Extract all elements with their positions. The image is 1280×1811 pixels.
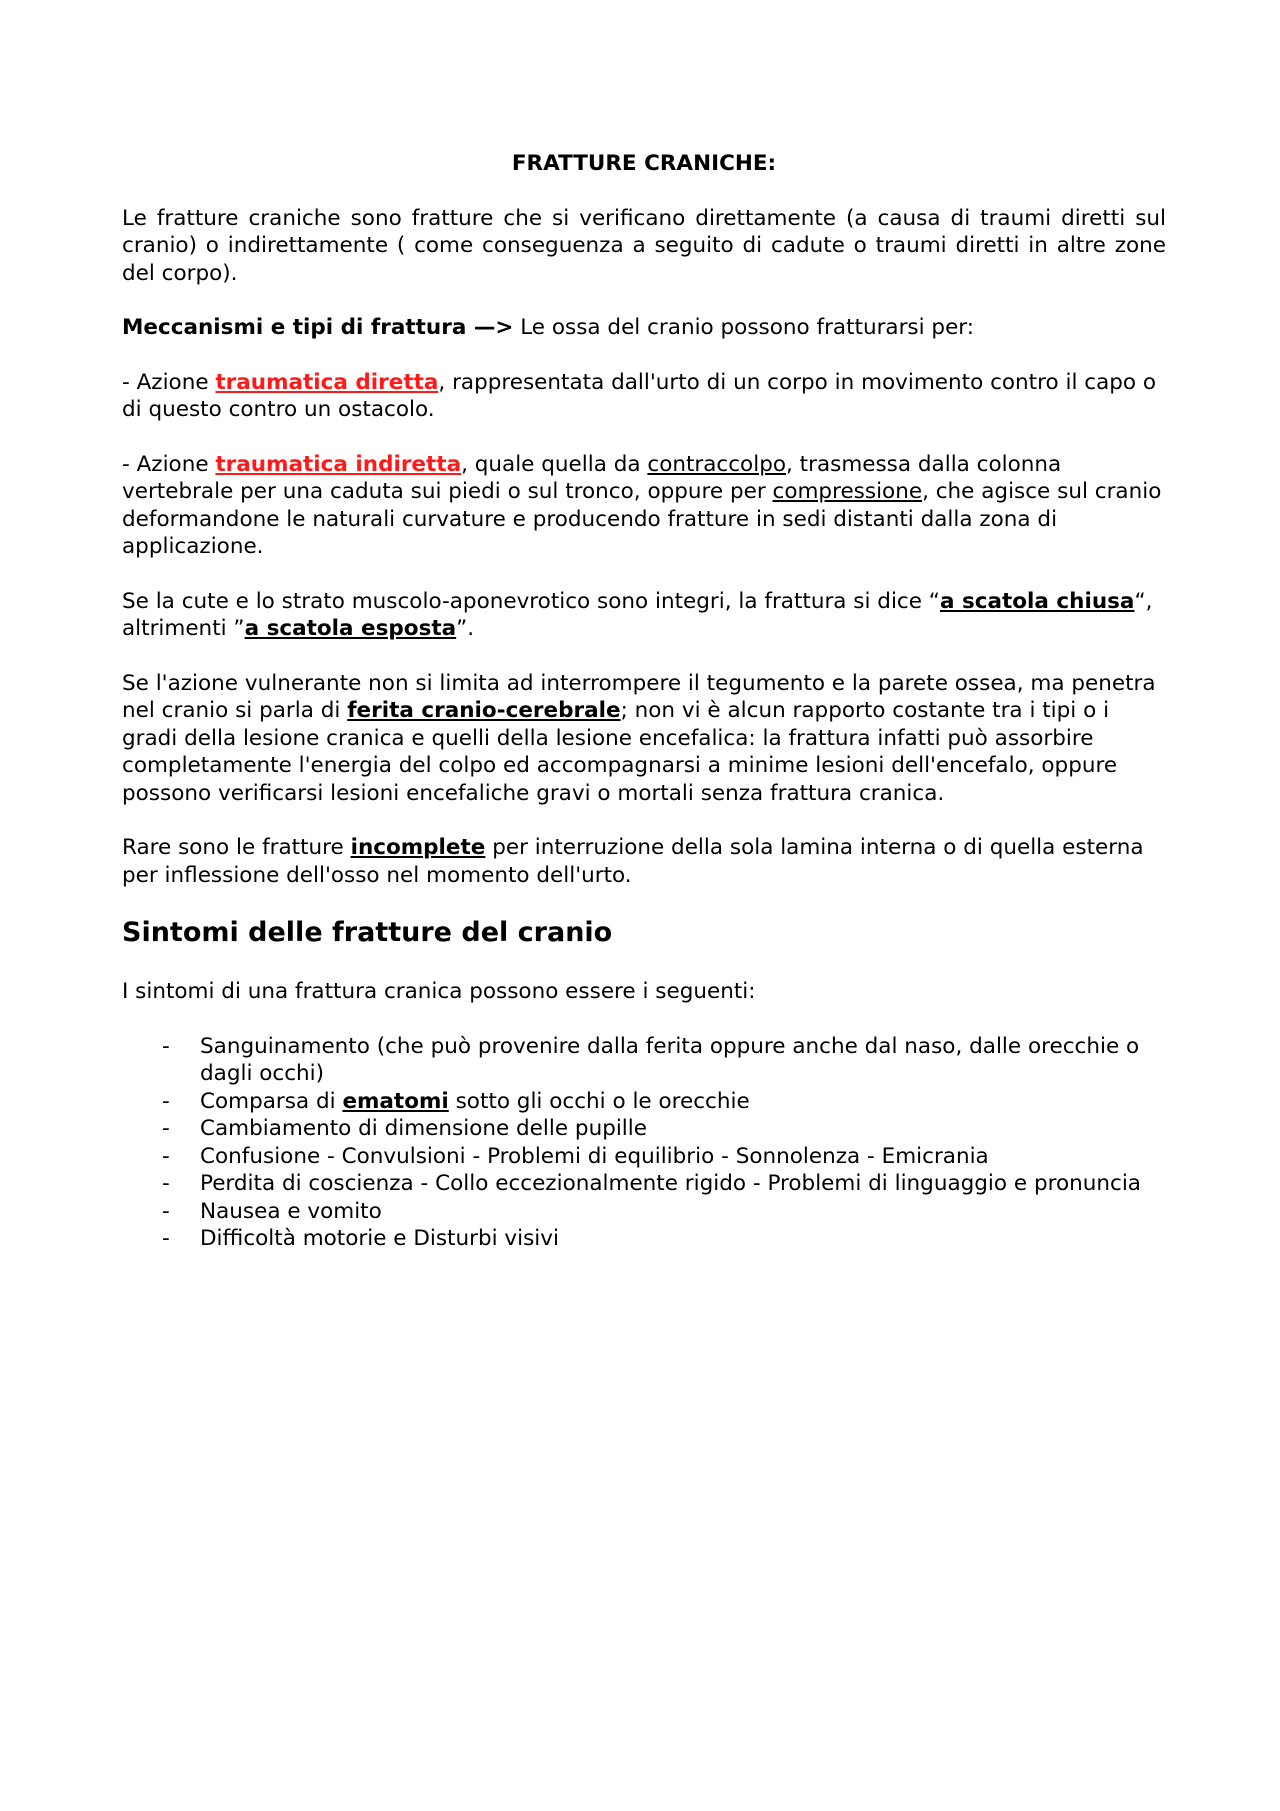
indirect-prefix: - Azione bbox=[122, 451, 216, 477]
list-item bbox=[122, 1198, 1166, 1226]
wound-rest: ; non vi è alcun rapporto costante tra i tipi o i gradi della lesione cranica e quelli della lesione encefalica: la frattura infatti può assorbire completamente l'energia del colpo ed accompagnarsi a minime lesioni dell'encefalo, oppure possono verificarsi lesioni encefaliche gravi o mortali senza frattura cranica. bbox=[122, 698, 1118, 806]
rare-rest: per interruzione della sola lamina interna o di quella esterna per inflessione dell'osso nel momento dell'urto. bbox=[122, 835, 1144, 888]
closed-suffix: ”. bbox=[456, 616, 475, 641]
direct-prefix: - Azione bbox=[122, 369, 216, 395]
rare-fracture-paragraph bbox=[122, 834, 1166, 889]
closed-mid: “, altrimenti ” bbox=[122, 588, 1153, 641]
contraccolpo-term: contraccolpo bbox=[647, 451, 786, 477]
symptoms-heading: Sintomi delle fratture del cranio bbox=[122, 917, 613, 948]
mechanisms-label: Meccanismi e tipi di frattura —> bbox=[122, 315, 514, 340]
symptom-text: sotto gli occhi o le orecchie bbox=[448, 1088, 750, 1114]
closed-prefix: Se la cute e lo strato muscolo-aponevrotico sono integri, la frattura si dice “ bbox=[122, 588, 940, 614]
list-item bbox=[122, 1143, 1166, 1171]
list-dash: - bbox=[162, 1033, 170, 1059]
symptom-text: Perdita di coscienza - Collo eccezionalmente rigido - Problemi di linguaggio e pronuncia bbox=[200, 1171, 1141, 1196]
list-item bbox=[122, 1225, 1166, 1253]
wound-paragraph bbox=[122, 670, 1166, 808]
list-dash: - bbox=[162, 1171, 170, 1196]
indirect-mid2: , trasmessa dalla colonna vertebrale per una caduta sui piedi o sul tronco, oppure per bbox=[122, 451, 1062, 504]
intro-paragraph: Le fratture craniche sono fratture che si verificano direttamente (a causa di traumi diretti sul cranio) o indirettamente ( come conseguenza a seguito di cadute o traumi diretti in altre zone del corpo). bbox=[122, 205, 1166, 286]
list-item bbox=[122, 1115, 1166, 1143]
list-item bbox=[122, 1033, 1166, 1088]
mechanisms-paragraph bbox=[122, 314, 1166, 342]
document-page bbox=[122, 150, 1166, 1253]
ematomi-term: ematomi bbox=[342, 1088, 449, 1114]
incomplete-term: incomplete bbox=[350, 835, 486, 860]
list-dash: - bbox=[162, 1226, 170, 1251]
closed-fracture-paragraph bbox=[122, 588, 1166, 643]
list-dash: - bbox=[162, 1116, 170, 1141]
symptom-text: Sanguinamento (che può provenire dalla ferita oppure anche dal naso, dalle orecchie o dagli occhi) bbox=[200, 1033, 1140, 1086]
symptom-text: Difficoltà motorie e Disturbi visivi bbox=[200, 1226, 559, 1251]
indirect-mid1: , quale quella da bbox=[461, 451, 648, 477]
indirect-rest: , che agisce sul cranio deformandone le naturali curvature e producendo fratture in sedi distanti dalla zona di applicazione. bbox=[122, 479, 1162, 559]
symptoms-intro: I sintomi di una frattura cranica possono essere i seguenti: bbox=[122, 979, 756, 1004]
symptom-text: Comparsa di bbox=[200, 1088, 343, 1114]
list-item bbox=[122, 1170, 1166, 1198]
list-dash: - bbox=[162, 1088, 170, 1114]
wound-prefix: Se l'azione vulnerante non si limita ad interrompere il tegumento e la parete ossea, ma penetra nel cranio si parla di bbox=[122, 670, 1156, 723]
direct-action-paragraph bbox=[122, 369, 1166, 424]
list-dash: - bbox=[162, 1143, 170, 1169]
symptom-text: Cambiamento di dimensione delle pupille bbox=[200, 1116, 647, 1141]
indirect-action-paragraph bbox=[122, 451, 1166, 561]
symptom-text: Nausea e vomito bbox=[200, 1198, 382, 1224]
rare-prefix: Rare sono le fratture bbox=[122, 835, 351, 860]
page-title: FRATTURE CRANICHE: bbox=[511, 151, 777, 176]
list-dash: - bbox=[162, 1198, 170, 1224]
exposed-box-term: a scatola esposta bbox=[244, 616, 457, 641]
symptom-text: Confusione - Convulsioni - Problemi di equilibrio - Sonnolenza - Emicrania bbox=[200, 1143, 989, 1169]
mechanisms-text: Le ossa del cranio possono fratturarsi per: bbox=[513, 315, 975, 340]
direct-trauma-term: traumatica diretta bbox=[215, 369, 439, 395]
symptoms-list bbox=[122, 1033, 1166, 1253]
list-item bbox=[122, 1088, 1166, 1116]
indirect-trauma-term: traumatica indiretta bbox=[215, 451, 462, 477]
compressione-term: compressione bbox=[772, 479, 923, 504]
cranio-cerebral-term: ferita cranio-cerebrale bbox=[347, 698, 621, 723]
direct-rest: , rappresentata dall'urto di un corpo in movimento contro il capo o di questo contro un ostacolo. bbox=[122, 369, 1157, 422]
closed-box-term: a scatola chiusa bbox=[939, 588, 1135, 614]
